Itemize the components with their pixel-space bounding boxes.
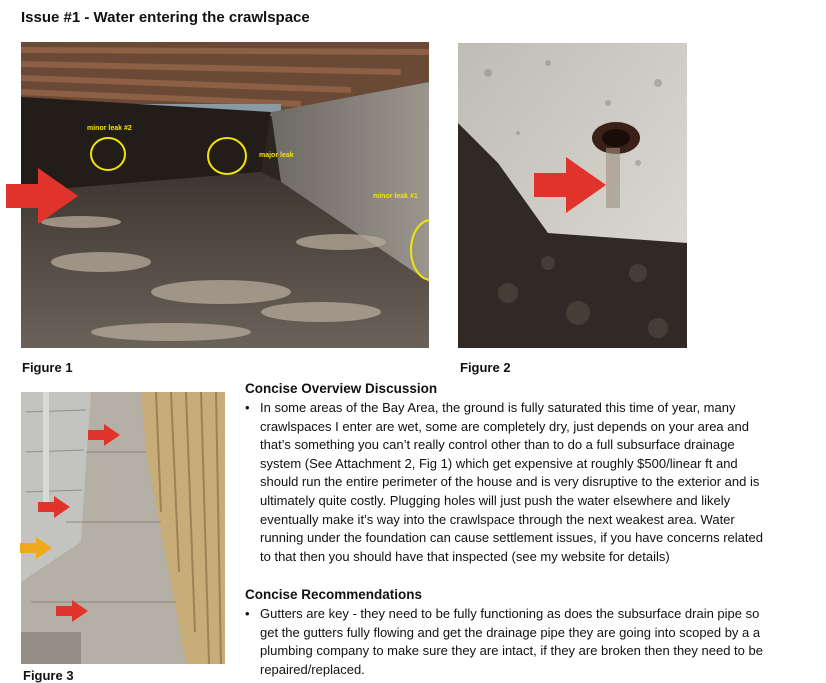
major-leak-label: major leak xyxy=(259,152,294,159)
yellow-arrow-icon xyxy=(20,537,52,559)
overview-text: In some areas of the Bay Area, the ground is fully saturated this time of year, many crawlspaces I enter are wet, some are completely dry, just depends on your area and that’s something you can’t really control other than to do a full subsurface drainage system (See Attachment 2, Fig 1) which get expensive at roughly $500/linear ft and should run the entire perimeter of the house and is very disruptive to the exterior and is ultimately quite costly. Plugging holes will just push the water elsewhere and likely eventually make it’s way into the crawlspace through the next weakest area. Water running under the foundation can cause settlement issues, if you have concerns related to that then you should have that inspected (see my website for details) xyxy=(260,400,763,564)
overview-heading: Concise Overview Discussion xyxy=(245,381,438,396)
minor-leak-1-label: minor leak #1 xyxy=(373,193,418,200)
red-arrow-icon xyxy=(56,600,88,622)
minor-leak-2-label: minor leak #2 xyxy=(87,125,132,132)
recommendations-bullet xyxy=(245,605,805,679)
figure-1-caption: Figure 1 xyxy=(22,360,73,375)
red-arrow-icon xyxy=(534,157,606,213)
page-title: Issue #1 - Water entering the crawlspace xyxy=(21,9,310,26)
figure-1-photo xyxy=(21,42,429,348)
recommendations-heading: Concise Recommendations xyxy=(245,587,423,602)
red-arrow-icon xyxy=(38,496,70,518)
recommendations-text: Gutters are key - they need to be fully functioning as does the subsurface drain pipe so get the gutters fully flowing and get the drainage pipe they are going into scoped by a a plumbing company to make sure they are intact, if they are broken then they need to be repaired/replaced. xyxy=(260,606,763,677)
red-arrow-icon xyxy=(88,424,120,446)
red-arrow-icon xyxy=(6,168,78,224)
overview-bullet xyxy=(245,399,805,566)
figure-3-caption: Figure 3 xyxy=(23,668,74,683)
figure-3-photo xyxy=(21,392,225,664)
bullet-icon: • xyxy=(245,606,250,621)
figure-2-caption: Figure 2 xyxy=(460,360,511,375)
bullet-icon: • xyxy=(245,400,250,415)
